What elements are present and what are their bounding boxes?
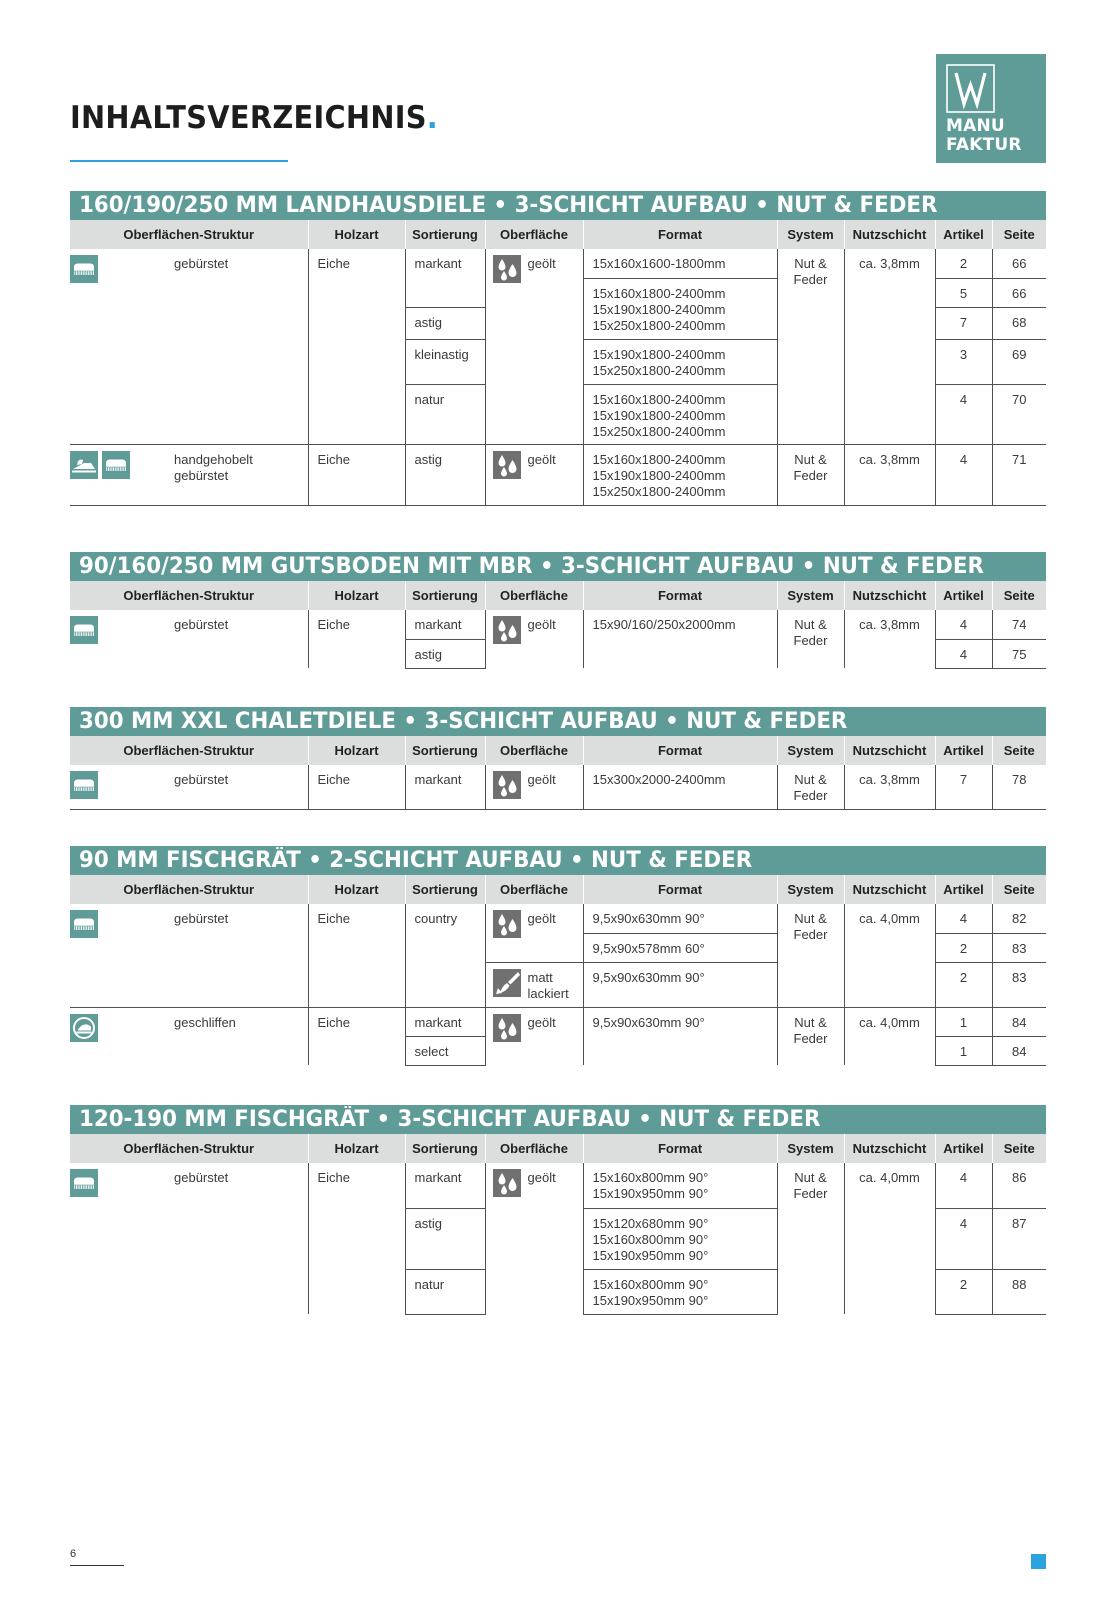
struktur-label: gebürstet xyxy=(174,772,229,787)
format-line: 15x250x1800-2400mm xyxy=(592,423,726,439)
col-system: System xyxy=(777,220,844,249)
table-row xyxy=(70,1007,1046,1036)
holzart-cell: Eiche xyxy=(308,445,405,506)
sortierung-cell: markant xyxy=(405,765,485,810)
col-nutzschicht: Nutzschicht xyxy=(844,581,935,610)
nutzschicht-cell: ca. 3,8mm xyxy=(844,249,935,445)
artikel-cell: 7 xyxy=(935,765,992,810)
brush-icon xyxy=(102,451,130,479)
sander-icon xyxy=(70,1014,98,1042)
artikel-cell: 5 xyxy=(935,278,992,307)
logo-line-1: MANU xyxy=(946,116,1005,136)
section-landhausdiele xyxy=(70,191,1046,506)
format-cell xyxy=(583,445,777,506)
artikel-cell: 2 xyxy=(935,933,992,962)
system-line: Feder xyxy=(793,1030,828,1046)
oberflaeche-cell xyxy=(485,1007,583,1065)
format-cell: 9,5x90x630mm 90° xyxy=(583,904,777,933)
table-header xyxy=(70,875,1046,904)
oil-drops-icon xyxy=(493,1169,521,1197)
system-line: Nut & xyxy=(794,617,827,632)
sortierung-cell: country xyxy=(405,904,485,1007)
format-line: 15x160x800mm 90° xyxy=(592,1231,709,1247)
nutzschicht-cell: ca. 3,8mm xyxy=(844,445,935,506)
oberflaeche-label: geölt xyxy=(527,256,556,271)
struktur-cell xyxy=(70,445,308,506)
system-line: Feder xyxy=(793,1186,828,1201)
seite-cell: 84 xyxy=(992,1007,1046,1036)
col-format: Format xyxy=(583,736,777,765)
artikel-cell: 4 xyxy=(935,1208,992,1269)
seite-cell: 70 xyxy=(992,384,1046,445)
col-oberflaeche: Oberfläche xyxy=(485,220,583,249)
title-underline xyxy=(70,160,288,162)
hand-plane-icon xyxy=(70,451,98,479)
struktur-label: gebürstet xyxy=(174,1170,229,1185)
col-format: Format xyxy=(583,220,777,249)
section-banner: 160/190/250 MM LANDHAUSDIELE • 3-SCHICHT AUFBAU • NUT & FEDER xyxy=(70,191,1046,220)
page-title: INHALTSVERZEICHNIS. xyxy=(70,100,439,136)
col-oberflaechen-struktur: Oberflächen-Struktur xyxy=(70,875,308,904)
oil-drops-icon xyxy=(493,451,521,479)
oberflaeche-cell xyxy=(485,610,583,668)
system-line: Feder xyxy=(793,788,828,803)
seite-cell: 75 xyxy=(992,639,1046,668)
page-number-line xyxy=(70,1565,124,1566)
format-line: 15x190x950mm 90° xyxy=(592,1186,709,1201)
artikel-cell: 7 xyxy=(935,307,992,339)
section-fischgraet-120-190 xyxy=(70,1105,1046,1315)
format-line: 15x250x1800-2400mm xyxy=(592,484,726,499)
title-dot: . xyxy=(426,100,439,136)
artikel-cell: 4 xyxy=(935,639,992,668)
sortierung-cell: markant xyxy=(405,1007,485,1036)
system-line: Feder xyxy=(793,468,828,483)
table-row xyxy=(70,1163,1046,1208)
col-seite: Seite xyxy=(992,1134,1046,1163)
format-line: 15x190x1800-2400mm xyxy=(592,346,726,362)
col-seite: Seite xyxy=(992,736,1046,765)
section-banner: 90/160/250 MM GUTSBODEN MIT MBR • 3-SCHICHT AUFBAU • NUT & FEDER xyxy=(70,552,1046,581)
format-cell: 9,5x90x578mm 60° xyxy=(583,933,777,962)
format-cell xyxy=(583,384,777,445)
system-cell xyxy=(777,249,844,445)
logo-line-2: FAKTUR xyxy=(946,135,1022,155)
artikel-cell: 4 xyxy=(935,1163,992,1208)
sortierung-cell: markant xyxy=(405,249,485,307)
format-line: 15x160x1800-2400mm xyxy=(592,391,726,407)
brush-icon xyxy=(70,910,98,938)
artikel-cell: 4 xyxy=(935,384,992,445)
col-oberflaeche: Oberfläche xyxy=(485,875,583,904)
col-sortierung: Sortierung xyxy=(405,1134,485,1163)
col-artikel: Artikel xyxy=(935,1134,992,1163)
format-line: 15x190x1800-2400mm xyxy=(592,468,726,483)
sortierung-cell: astig xyxy=(405,1208,485,1269)
col-nutzschicht: Nutzschicht xyxy=(844,736,935,765)
col-sortierung: Sortierung xyxy=(405,875,485,904)
format-line: 15x120x680mm 90° xyxy=(592,1215,709,1231)
col-artikel: Artikel xyxy=(935,220,992,249)
seite-cell: 66 xyxy=(992,278,1046,307)
col-oberflaechen-struktur: Oberflächen-Struktur xyxy=(70,220,308,249)
col-holzart: Holzart xyxy=(308,581,405,610)
holzart-cell: Eiche xyxy=(308,904,405,1007)
col-seite: Seite xyxy=(992,581,1046,610)
seite-cell: 78 xyxy=(992,765,1046,810)
system-cell xyxy=(777,610,844,668)
struktur-cell xyxy=(70,610,308,668)
seite-cell: 69 xyxy=(992,339,1046,384)
section-banner: 120-190 MM FISCHGRÄT • 3-SCHICHT AUFBAU • NUT & FEDER xyxy=(70,1105,1046,1134)
col-sortierung: Sortierung xyxy=(405,581,485,610)
oil-drops-icon xyxy=(493,1014,521,1042)
holzart-cell: Eiche xyxy=(308,610,405,668)
oberflaeche-label: geölt xyxy=(527,452,556,467)
system-line: Feder xyxy=(793,633,828,648)
col-holzart: Holzart xyxy=(308,875,405,904)
oberflaeche-label: geölt xyxy=(527,1170,556,1185)
format-line: 15x250x1800-2400mm xyxy=(592,362,726,378)
sortierung-cell: astig xyxy=(405,307,485,339)
oberflaeche-cell xyxy=(485,904,583,962)
table-header xyxy=(70,220,1046,249)
seite-cell: 71 xyxy=(992,445,1046,506)
sortierung-cell: select xyxy=(405,1036,485,1065)
oberflaeche-label: geölt xyxy=(527,772,556,787)
format-line: 15x160x800mm 90° xyxy=(592,1276,709,1292)
holzart-cell: Eiche xyxy=(308,1007,405,1065)
col-oberflaeche: Oberfläche xyxy=(485,1134,583,1163)
format-cell xyxy=(583,1163,777,1208)
format-cell: 9,5x90x630mm 90° xyxy=(583,1007,777,1065)
struktur-cell xyxy=(70,765,308,810)
brush-icon xyxy=(70,255,98,283)
col-system: System xyxy=(777,736,844,765)
oberflaeche-cell xyxy=(485,1163,583,1314)
format-cell: 9,5x90x630mm 90° xyxy=(583,962,777,1007)
product-table xyxy=(70,736,1046,810)
col-holzart: Holzart xyxy=(308,220,405,249)
col-nutzschicht: Nutzschicht xyxy=(844,875,935,904)
struktur-cell xyxy=(70,1163,308,1314)
col-holzart: Holzart xyxy=(308,1134,405,1163)
seite-cell: 86 xyxy=(992,1163,1046,1208)
struktur-label: gebürstet xyxy=(174,468,229,483)
system-line: Feder xyxy=(793,927,828,942)
format-line: 15x190x950mm 90° xyxy=(592,1247,709,1263)
product-table xyxy=(70,581,1046,669)
col-artikel: Artikel xyxy=(935,875,992,904)
oberflaeche-label: lackiert xyxy=(527,985,569,1001)
table-header xyxy=(70,1134,1046,1163)
artikel-cell: 2 xyxy=(935,962,992,1007)
nutzschicht-cell: ca. 4,0mm xyxy=(844,1007,935,1065)
oberflaeche-label: geölt xyxy=(527,617,556,632)
col-oberflaechen-struktur: Oberflächen-Struktur xyxy=(70,736,308,765)
sortierung-cell: astig xyxy=(405,445,485,506)
format-line: 15x190x1800-2400mm xyxy=(592,407,726,423)
artikel-cell: 4 xyxy=(935,445,992,506)
struktur-label: gebürstet xyxy=(174,256,229,271)
oberflaeche-label: geölt xyxy=(527,911,556,926)
oil-drops-icon xyxy=(493,255,521,283)
col-nutzschicht: Nutzschicht xyxy=(844,220,935,249)
format-line: 15x190x1800-2400mm xyxy=(592,301,726,317)
system-cell xyxy=(777,904,844,1007)
format-line: 15x160x1800-2400mm xyxy=(592,452,726,467)
product-table xyxy=(70,875,1046,1066)
system-line: Nut & xyxy=(794,1170,827,1185)
col-system: System xyxy=(777,875,844,904)
col-oberflaeche: Oberfläche xyxy=(485,736,583,765)
oberflaeche-cell xyxy=(485,962,583,1007)
artikel-cell: 1 xyxy=(935,1036,992,1065)
oil-drops-icon xyxy=(493,616,521,644)
struktur-cell xyxy=(70,904,308,1007)
col-sortierung: Sortierung xyxy=(405,736,485,765)
col-format: Format xyxy=(583,875,777,904)
format-cell: 15x300x2000-2400mm xyxy=(583,765,777,810)
col-holzart: Holzart xyxy=(308,736,405,765)
table-header xyxy=(70,736,1046,765)
section-banner: 90 MM FISCHGRÄT • 2-SCHICHT AUFBAU • NUT & FEDER xyxy=(70,846,1046,875)
corner-accent-square xyxy=(1031,1554,1046,1569)
oil-drops-icon xyxy=(493,771,521,799)
table-row xyxy=(70,765,1046,810)
struktur-label: geschliffen xyxy=(174,1014,236,1030)
sortierung-cell: astig xyxy=(405,639,485,668)
table-row xyxy=(70,445,1046,506)
sortierung-cell: markant xyxy=(405,610,485,639)
oberflaeche-cell xyxy=(485,249,583,445)
logo-emblem-icon xyxy=(946,64,995,113)
system-line: Feder xyxy=(793,272,828,287)
table-row xyxy=(70,610,1046,639)
col-nutzschicht: Nutzschicht xyxy=(844,1134,935,1163)
nutzschicht-cell: ca. 3,8mm xyxy=(844,610,935,668)
format-cell xyxy=(583,1208,777,1269)
format-line: 15x160x1800-2400mm xyxy=(592,285,726,301)
seite-cell: 87 xyxy=(992,1208,1046,1269)
seite-cell: 84 xyxy=(992,1036,1046,1065)
col-seite: Seite xyxy=(992,220,1046,249)
seite-cell: 88 xyxy=(992,1269,1046,1314)
struktur-label: gebürstet xyxy=(174,617,229,632)
system-cell xyxy=(777,1007,844,1065)
table-header xyxy=(70,581,1046,610)
col-artikel: Artikel xyxy=(935,736,992,765)
artikel-cell: 4 xyxy=(935,904,992,933)
holzart-cell: Eiche xyxy=(308,765,405,810)
table-row xyxy=(70,904,1046,933)
sortierung-cell: kleinastig xyxy=(405,339,485,384)
seite-cell: 82 xyxy=(992,904,1046,933)
system-line: Nut & xyxy=(794,1014,827,1030)
format-cell xyxy=(583,1269,777,1314)
nutzschicht-cell: ca. 3,8mm xyxy=(844,765,935,810)
artikel-cell: 4 xyxy=(935,610,992,639)
brush-icon xyxy=(70,616,98,644)
system-cell xyxy=(777,445,844,506)
manufaktur-logo xyxy=(936,54,1046,163)
format-cell xyxy=(583,278,777,339)
product-table xyxy=(70,1134,1046,1315)
artikel-cell: 2 xyxy=(935,1269,992,1314)
brush-icon xyxy=(70,771,98,799)
col-system: System xyxy=(777,1134,844,1163)
sortierung-cell: natur xyxy=(405,1269,485,1314)
struktur-label: gebürstet xyxy=(174,911,229,926)
product-table xyxy=(70,220,1046,506)
col-format: Format xyxy=(583,1134,777,1163)
struktur-label: handgehobelt xyxy=(174,452,253,467)
section-gutsboden xyxy=(70,552,1046,669)
oil-drops-icon xyxy=(493,910,521,938)
format-line: 15x250x1800-2400mm xyxy=(592,317,726,333)
struktur-cell xyxy=(70,249,308,445)
seite-cell: 83 xyxy=(992,962,1046,1007)
format-line: 15x160x800mm 90° xyxy=(592,1170,709,1185)
col-oberflaechen-struktur: Oberflächen-Struktur xyxy=(70,1134,308,1163)
col-artikel: Artikel xyxy=(935,581,992,610)
system-line: Nut & xyxy=(794,772,827,787)
seite-cell: 83 xyxy=(992,933,1046,962)
system-line: Nut & xyxy=(794,256,827,271)
seite-cell: 74 xyxy=(992,610,1046,639)
nutzschicht-cell: ca. 4,0mm xyxy=(844,904,935,1007)
table-row xyxy=(70,249,1046,278)
section-fischgraet-90 xyxy=(70,846,1046,1066)
format-cell: 15x160x1600-1800mm xyxy=(583,249,777,278)
artikel-cell: 3 xyxy=(935,339,992,384)
artikel-cell: 2 xyxy=(935,249,992,278)
section-banner: 300 MM XXL CHALETDIELE • 3-SCHICHT AUFBAU • NUT & FEDER xyxy=(70,707,1046,736)
format-cell xyxy=(583,339,777,384)
format-cell: 15x90/160/250x2000mm xyxy=(583,610,777,668)
seite-cell: 66 xyxy=(992,249,1046,278)
holzart-cell: Eiche xyxy=(308,249,405,445)
col-oberflaechen-struktur: Oberflächen-Struktur xyxy=(70,581,308,610)
col-system: System xyxy=(777,581,844,610)
system-cell xyxy=(777,765,844,810)
system-line: Nut & xyxy=(794,911,827,926)
struktur-cell xyxy=(70,1007,308,1065)
col-format: Format xyxy=(583,581,777,610)
artikel-cell: 1 xyxy=(935,1007,992,1036)
seite-cell: 68 xyxy=(992,307,1046,339)
oberflaeche-label: matt xyxy=(527,969,553,985)
sortierung-cell: natur xyxy=(405,384,485,445)
page-number: 6 xyxy=(70,1548,77,1560)
system-line: Nut & xyxy=(794,452,827,467)
oberflaeche-label: geölt xyxy=(527,1014,556,1030)
oberflaeche-cell xyxy=(485,765,583,810)
col-seite: Seite xyxy=(992,875,1046,904)
sortierung-cell: markant xyxy=(405,1163,485,1208)
brush-icon xyxy=(70,1169,98,1197)
oberflaeche-cell xyxy=(485,445,583,506)
paintbrush-icon xyxy=(493,969,521,997)
holzart-cell: Eiche xyxy=(308,1163,405,1314)
format-line: 15x190x950mm 90° xyxy=(592,1292,709,1308)
col-sortierung: Sortierung xyxy=(405,220,485,249)
logo-text xyxy=(946,117,1022,155)
nutzschicht-cell: ca. 4,0mm xyxy=(844,1163,935,1314)
system-cell xyxy=(777,1163,844,1314)
col-oberflaeche: Oberfläche xyxy=(485,581,583,610)
section-chaletdiele xyxy=(70,707,1046,810)
